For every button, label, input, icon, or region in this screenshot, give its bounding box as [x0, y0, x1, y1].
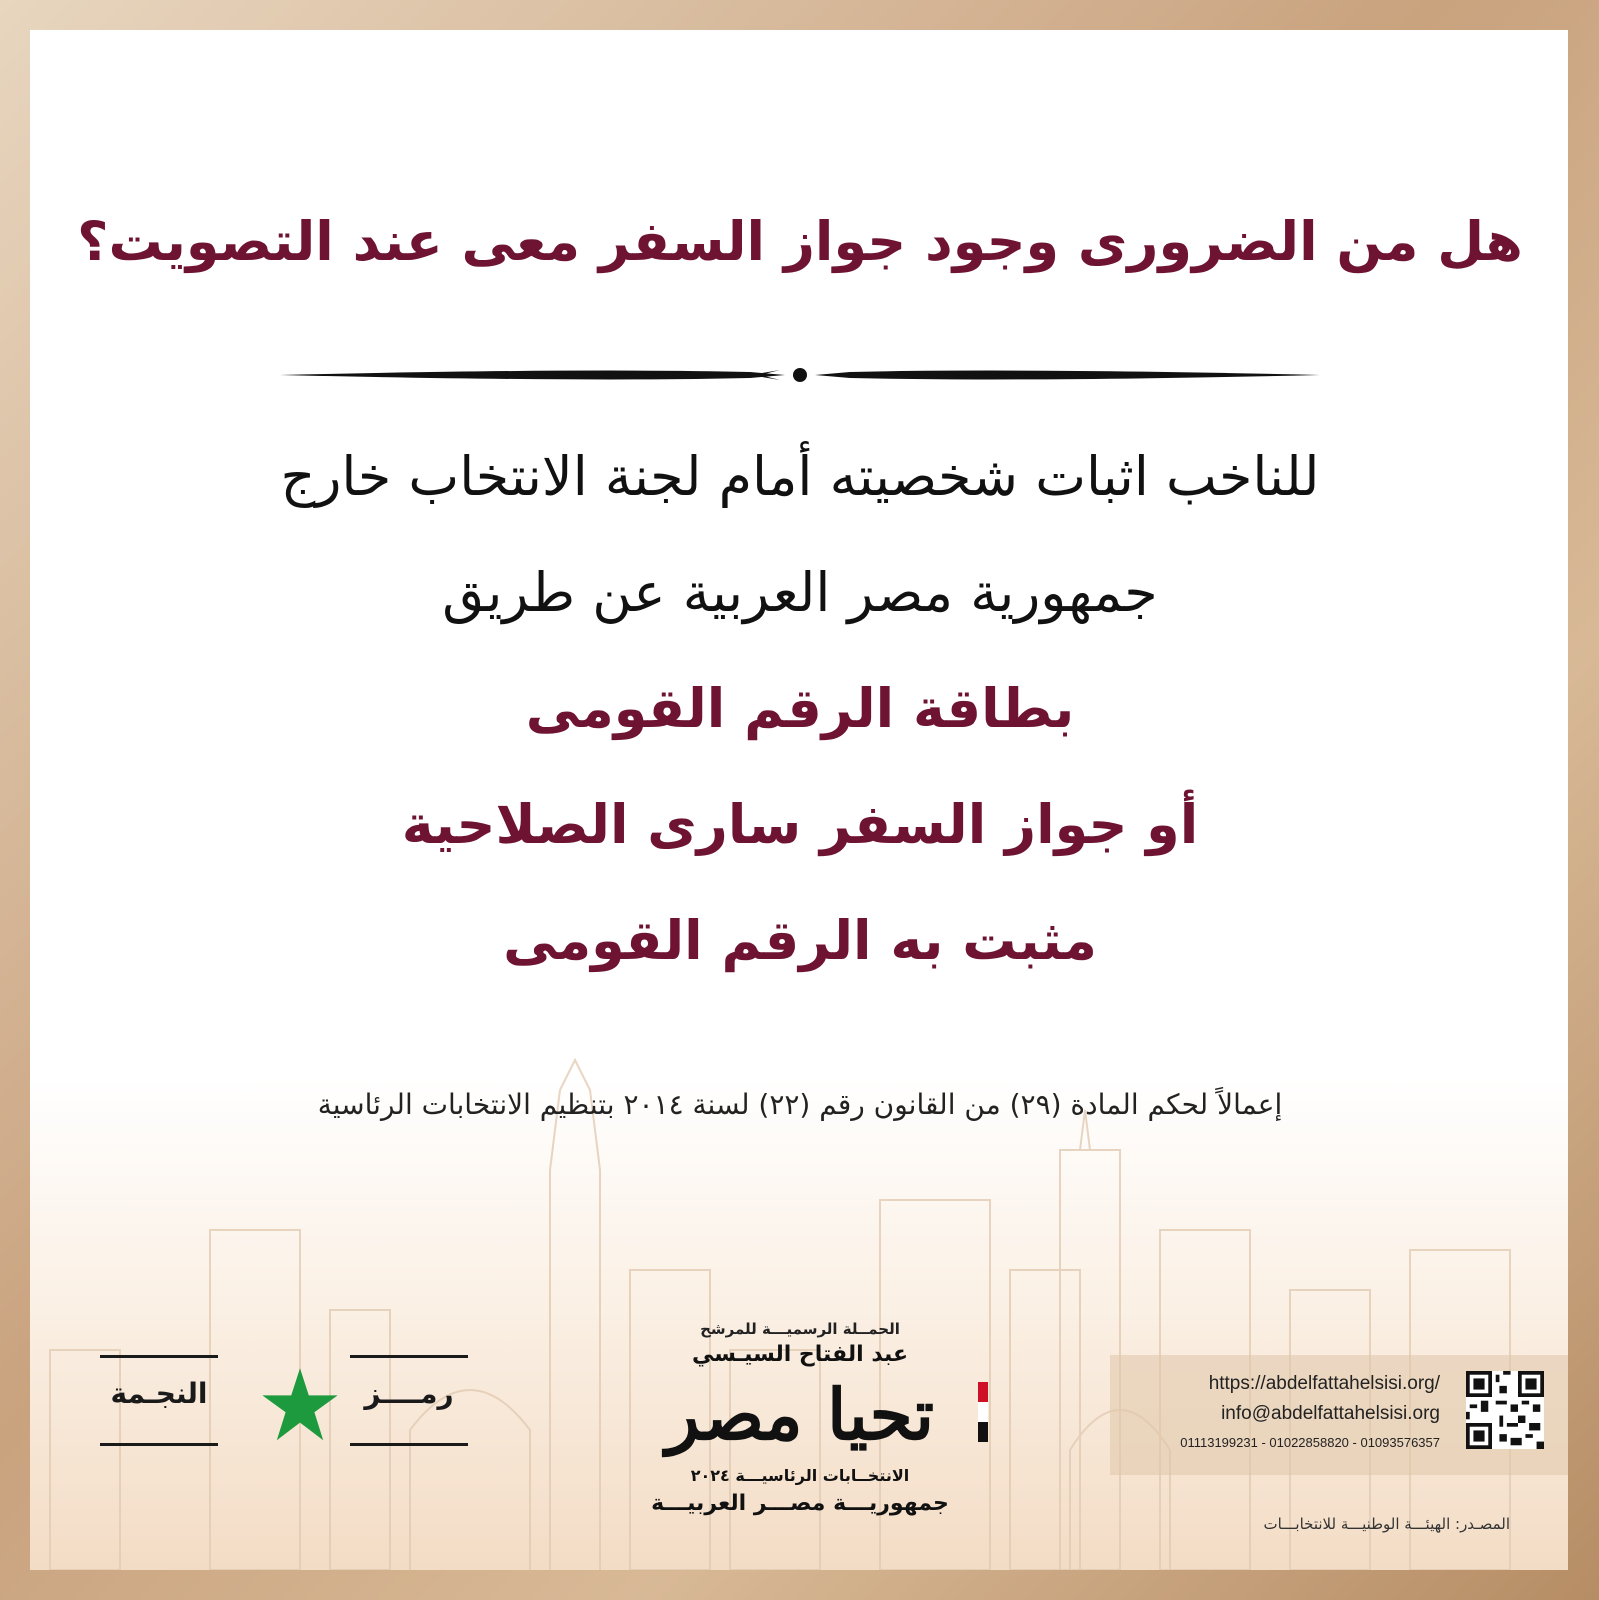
slogan: تحيا مصر — [665, 1373, 935, 1456]
campaign-logo — [600, 1320, 1000, 1560]
campaign-subtitle: الحمــلة الرسميـــة للمرشح — [700, 1320, 900, 1338]
body-line-1: للناخب اثبات شخصيته أمام لجنة الانتخاب خارج — [280, 445, 1320, 508]
star-icon — [260, 1365, 340, 1445]
candidate-name: عبد الفتاح السيـسي — [691, 1342, 909, 1367]
country-label: جمهوريـــة مصـــر العربيـــة — [651, 1491, 949, 1516]
contact-panel — [1110, 1355, 1568, 1475]
symbol-rule — [350, 1355, 468, 1358]
body-line-5: مثبت به الرقم القومى — [503, 909, 1097, 972]
divider-ornament — [280, 350, 1320, 400]
electoral-symbol — [100, 1355, 480, 1485]
symbol-rule — [100, 1355, 218, 1358]
legal-note: إعمالاً لحكم المادة (٢٩) من القانون رقم (٢٢) لسنة ٢٠١٤ بتنظيم الانتخابات الرئاسية — [317, 1088, 1283, 1121]
poster-card — [30, 30, 1568, 1570]
email-link[interactable]: info@abdelfattahelsisi.org — [1221, 1403, 1440, 1424]
symbol-label: رمــــز — [364, 1377, 454, 1410]
qr-code-icon[interactable] — [1466, 1371, 1544, 1449]
symbol-rule — [350, 1443, 468, 1446]
body-line-3: بطاقة الرقم القومى — [525, 677, 1075, 740]
question-title: هل من الضرورى وجود جواز السفر معى عند التصويت؟ — [77, 210, 1523, 273]
phone-numbers: 01113199231 - 01022858820 - 01093576357 — [1180, 1435, 1440, 1450]
website-link[interactable]: https://abdelfattahelsisi.org/ — [1208, 1373, 1440, 1394]
symbol-rule — [100, 1443, 218, 1446]
body-line-2: جمهورية مصر العربية عن طريق — [442, 561, 1158, 624]
star-label: النجـمة — [110, 1377, 208, 1410]
body-line-4: أو جواز السفر سارى الصلاحية — [401, 793, 1199, 856]
election-label: الانتخــابات الرئاسيـــة ٢٠٢٤ — [690, 1466, 910, 1485]
source-note: المصـدر: الهيئـــة الوطنيـــة للانتخابـــات — [1263, 1515, 1510, 1533]
egypt-flag-icon — [978, 1382, 988, 1442]
